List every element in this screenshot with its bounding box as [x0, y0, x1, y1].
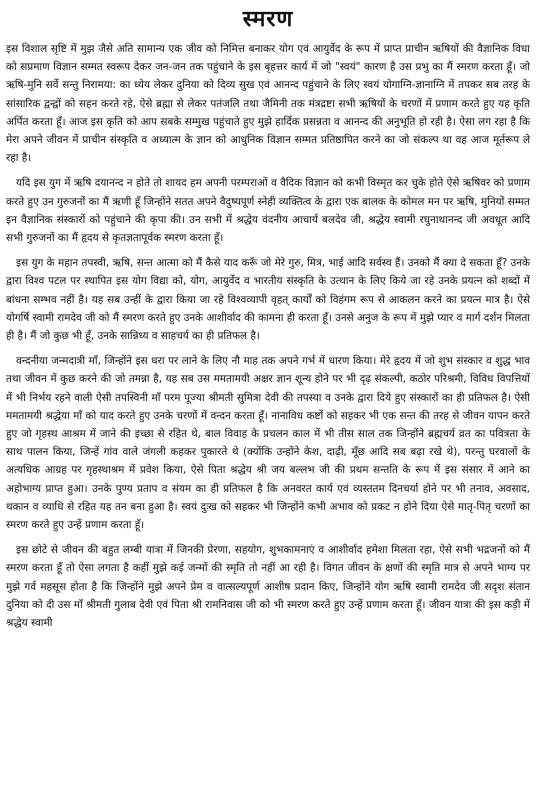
paragraph-parents: वन्दनीया जन्मदात्री माँ, जिन्होंने इस धरा पर लाने के लिए नौ माह तक अपने गर्भ में धारण किया। मेरे हृदय में जो शुभ संस्कार व शुद्ध भाव तथा जीवन में कुछ करने की जो तमन्ना है, यह सब उस ममतामयी अक्षर ज्ञान शून्य होने पर भी दृढ़ संकल्पी, कठोर परिश्रमी, विविध विपत्तियों में भी निर्भय रहने वाली ऐसी तपस्विनी माँ परम पूज्या श्रीमती सुमित्रा देवी की तपस्या व उनके द्वारा दिये हुए संस्कारों का ही प्रतिफल है। ऐसी ममतामयी श्रद्धेया माँ को याद करते हुए उनके चरणों में वन्दन करता हूँ। नानाविध कष्टों को सहकर भी एक सन्त की तरह से जीवन यापन करते हुए जो गृहस्थ आश्रम में जाने की इच्छा से रहित थे, बाल विवाह के प्रचलन काल में भी तीस साल तक जिन्होंने ब्रह्मचर्य व्रत का पवित्रता के साथ पालन किया, जिन्हें गांव वाले जंगली कहकर पुकारते थे (क्योंकि उन्होंने केश, दाढ़ी, मूँछ आदि सब बढ़ा रखे थे), परन्तु घरवालों के अत्यधिक आग्रह पर गृहस्थाश्रम में प्रवेश किया, ऐसे पिता श्रद्धेय श्री जय बल्लभ जी की प्रथम सन्तति के रूप में इस संसार में आने का अहोभाग्य प्राप्त हुआ। उनके पुण्य प्रताप व संयम का ही प्रतिफल है कि अनवरत कार्य एवं व्यस्ततम दिनचर्या होने पर भी तनाव, अवसाद, थकान व व्याधि से रहित यह तन बना हुआ है। स्वयं दुःख को सहकर भी जिन्होंने कभी अभाव को प्रकट न होने दिया ऐसे मातृ-पितृ चरणों का स्मरण करते हुए उन्हें प्रणाम करता हूँ। — [6, 355, 530, 532]
paragraph-gurus: यदि इस युग में ऋषि दयानन्द न होते तो शायद हम अपनी परम्पराओं व वैदिक विज्ञान को कभी विस्मृत कर चुके होते ऐसे ऋषिवर को प्रणाम करते हुए उन गुरुजनों का मैं ऋणी हूँ जिन्होंने सतत अपने वैदुष्यपूर्ण स्नेही व्यक्तित्व के द्वारा एक बालक के कोमल मन पर ऋषि, मुनियों सम्मत इन वैज्ञानिक संस्कारों को पहुंचाने की कृपा की। उन सभी में श्रद्धेय वंदनीय आचार्य बलदेव जी, श्रद्धेय स्वामी रघुनाथानन्द जी अवधूत आदि सभी गुरुजनों का मैं हृदय से कृतज्ञतापूर्वक स्मरण करता हूँ। — [6, 177, 530, 245]
page-title: स्मरण — [242, 6, 294, 32]
paragraph-invocation: इस विशाल सृष्टि में मुझ जैसे अति सामान्य एक जीव को निमित्त बनाकर योग एवं आयुर्वेद के रूप में प्राप्त प्राचीन ऋषियों की वैज्ञानिक विधा को सप्रमाण विज्ञान सम्मत स्वरूप देकर जन-जन तक पहुंचाने के इस बृहत्तर कार्य में जो "स्वयं" कारण है उस प्रभु का मैं स्मरण करता हूँ। जो ऋषि-मुनि सर्वे सन्तु निरामया: का ध्येय लेकर दुनिया को दिव्य सुख एवं आनन्द पहुंचाने के लिए स्वयं योगाग्नि-ज्ञानाग्नि में तपकर सब तरह के सांसारिक द्वन्द्वों को सहन करते रहे, ऐसे ब्रह्मा से लेकर पतंजलि तथा जैमिनी तक मंत्रद्रष्टा सभी ऋषियों के चरणों में प्रणाम करते हुए यह कृति अर्पित करता हूँ। आज इस कृति को आप सबके सम्मुख पहुंचाते हुए मुझे हार्दिक प्रसन्नता व आनन्द की अनुभूति हो रही है। ऐसा लग रहा है कि मेरा अपने जीवन में प्राचीन संस्कृति व अध्यात्म के ज्ञान को आधुनिक विज्ञान सम्मत प्रतिष्ठापित करने का जो संकल्प था वह आज मूर्तरूप ले रहा है। — [6, 43, 530, 165]
paragraph-well-wishers: इस छोटे से जीवन की बहुत लम्बी यात्रा में जिनकी प्रेरणा, सहयोग, शुभकामनाएं व आशीर्वाद हमेशा मिलता रहा, ऐसे सभी भद्रजनों को मैं स्मरण करता हूँ तो ऐसा लगता है कहीं मुझे कई जन्मों की स्मृति तो नहीं आ रही है। विगत जीवन के क्षणों की स्मृति मात्र से अपने भाग्य पर मुझे गर्व महसूस होता है कि जिन्होंने मुझे अपने प्रेम व वात्सल्यपूर्ण आशीष प्रदान किए, जिन्होंने योग ऋषि स्वामी रामदेव जी सदृश संतान दुनिया को दी उस माँ श्रीमती गुलाब देवी एवं पिता श्री रामनिवास जी को भी स्मरण करते हुए उन्हें प्रणाम करता हूँ। जीवन यात्रा की इस कड़ी में श्रद्धेय स्वामी — [6, 544, 530, 630]
paragraph-swami-ramdev: इस युग के महान तपस्वी, ऋषि, सन्त आत्मा को मैं कैसे याद करूँ जो मेरे गुरु, मित्र, भाई आदि सर्वस्व हैं। उनको मैं क्या दे सकता हूँ? उनके द्वारा विश्व पटल पर स्थापित इस योग विद्या को, योग, आयुर्वेद व भारतीय संस्कृति के उत्थान के लिए किये जा रहे उनके प्रयत्न को शब्दों में बांधना सम्भव नहीं है। यह सब उन्हीं के द्वारा किया जा रहे विश्वव्यापी वृहत् कार्यों को विहंगम रूप से आकलन करने का प्रयत्न मात्र है। ऐसे योगर्षि स्वामी रामदेव जी को मैं स्मरण करते हुए उनके आशीर्वाद की कामना ही करता हूँ। उनसे अनुज के रूप में मुझे प्यार व मार्ग दर्शन मिलता ही है। मैं जो कुछ भी हूँ, उनके सान्निध्य व साहचर्य का ही प्रतिफल है। — [6, 257, 530, 343]
